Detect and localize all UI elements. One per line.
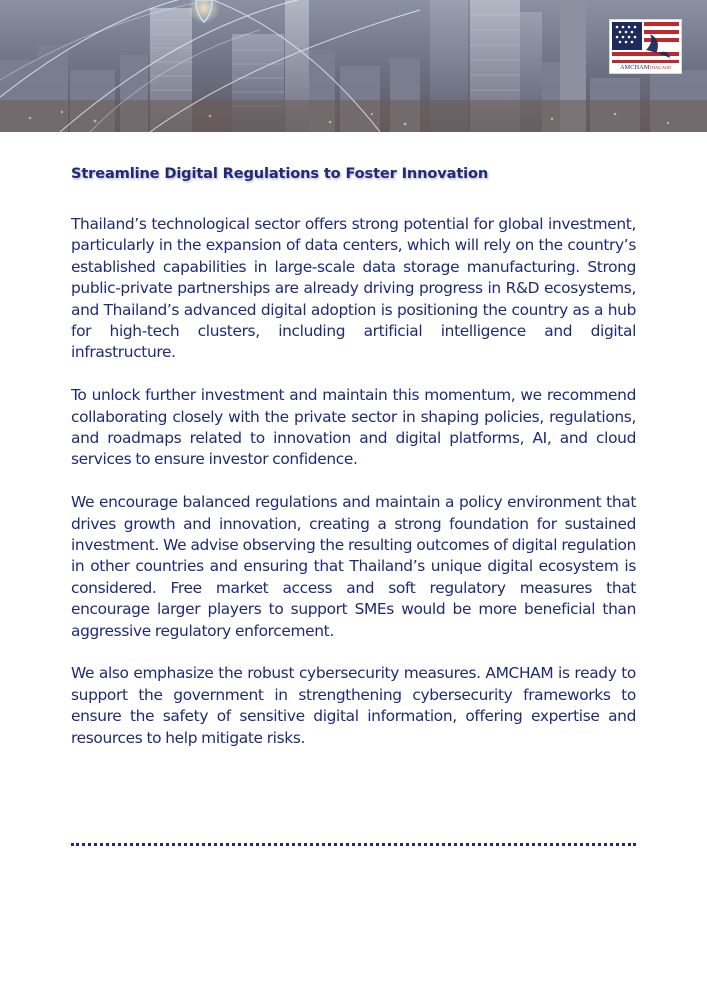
paragraph-balanced-regulations: We encourage balanced regulations and maintain a policy environment that drives growth and innovation, creating a strong foundation for sustained investment. We advise observing the resulting outcomes of digital regulation in other countries and ensuring that Thailand’s unique digital ecosystem is considered. Free market access and soft regulatory measures that encourage larger players to support SMEs would be more beneficial than aggressive regulatory enforcement. bbox=[71, 493, 636, 640]
logo-caption-sub: THAILAND bbox=[649, 65, 672, 70]
amcham-thailand-logo bbox=[609, 19, 682, 74]
paragraph-cybersecurity: We also emphasize the robust cybersecurity measures. AMCHAM is ready to support the government in strengthening cybersecurity frameworks to ensure the safety of sensitive digital information, offering expertise and resources to help mitigate risks. bbox=[71, 664, 636, 747]
logo-caption-main: AMCHAM bbox=[619, 64, 650, 71]
body-text bbox=[71, 214, 636, 771]
paragraph-unlock-investment: To unlock further investment and maintain this momentum, we recommend collaborating closely with the private sector in shaping policies, regulations, and roadmaps related to innovation and digital platforms, AI, and cloud services to ensure investor confidence. bbox=[71, 386, 636, 469]
paragraph-thailand-tech-sector: Thailand’s technological sector offers strong potential for global investment, particularly in the expansion of data centers, which will rely on the country’s established capabilities in large-scale data storage manufacturing. Strong public-private partnerships are already driving progress in R&D ecosystems, and Thailand’s advanced digital adoption is positioning the country as a hub for high-tech clusters, including artificial intelligence and digital infrastructure. bbox=[71, 215, 636, 362]
city-skyline-image bbox=[0, 0, 707, 132]
logo-caption bbox=[610, 64, 681, 72]
header-banner bbox=[0, 0, 707, 132]
page-title: Streamline Digital Regulations to Foster Innovation bbox=[71, 165, 489, 182]
amcham-flag-emblem-icon bbox=[610, 20, 681, 64]
dotted-divider bbox=[71, 843, 636, 846]
